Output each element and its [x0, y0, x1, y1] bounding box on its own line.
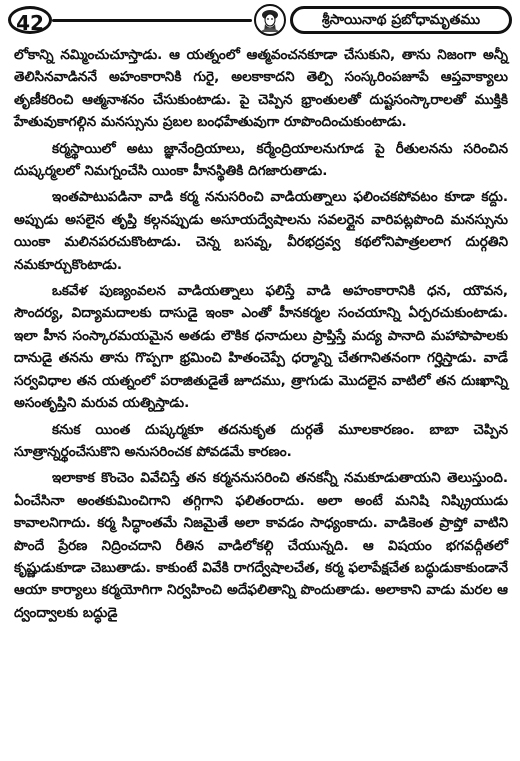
header-rule	[52, 19, 252, 22]
paragraph: కనుక యింత దుష్కర్మకూ తదనుకృత దుర్గతే మూలకారణం. బాబా చెప్పిన సూత్రాన్నర్థంచేసుకొని అనుసరించక పోవడమే కారణం.	[14, 421, 508, 460]
paragraph: ఇంతపాటుపడినా వాడి కర్మ ననుసరించి వాడియత్నాలు ఫలించకపోవటం కూడా కద్దు. అప్పుడు అసలైన తృప్తి కల్గనప్పుడు అసూయద్వేషాలను సవలర్లైన వారిపట్లపొంది మనస్సును యింకా మలినపరచుకొంటాడు. చెన్న బసవ్న, వీరభద్రవ్వ కథలోనిపాత్రలలాగ దుర్గతిని నమకూర్చుకొంటాడు.	[14, 189, 508, 273]
paragraph: లోకాన్ని నమ్మించుచూస్తాడు. ఆ యత్నంలో ఆత్మవంచనకూడా చేసుకుని, తాను నిజంగా అన్నీ తెలిసినవాడిననే అహంకారానికి గురై, అలకాకాదని తెల్పి సంస్కరింపజూపే ఆప్తవాక్యాలు తృణీకరించి ఆత్మనాశనం చేసుకుంటాడు. పై చెప్పిన భ్రాంతులతో దుష్టసంస్కారాలతో ముక్తికి హేతువుకాగల్గిన మనస్సును ప్రబల బంధహేతువుగా రూపొందించుకుంటాడు.	[14, 47, 508, 131]
paragraph: ఇలాకాక కొంచెం వివేచిస్తే తన కర్మననుసరించి తనకన్నీ నమకూడుతాయని తెలుస్తుంది. ఏంచేసినా అంతకుమించిగాని తగ్గిగాని ఫలితంరాదు. అలా అంటే మనిషి నిష్క్రియుడు కావాలనిగాదు. కర్మ సిద్ధాంతమే నిజమైతే అలా కావడం సాధ్యంకాదు. వాడికెంత ప్రాప్తో వాటిని పొందే ప్రేరణ నిద్రించదాని రీతిన వాడిలోకల్గి చేయున్నది. ఆ విషయం భగవద్గీతలో కృష్ణుడుకూడా చెబుతాడు. కాకుంటే వివేకి రాగద్వేషాలచేత, కర్మ ఫలాపేక్షచేత బద్ధుడుకాకుండానే ఆయా కార్యాలు కర్మయోగిగా నిర్వహించి అదేఫలితాన్ని పొందుతాడు. అలాకాని వాడు మరల ఆ ద్వంద్వాలకు బద్ధుడై	[14, 470, 508, 621]
page-number: 42	[8, 6, 52, 34]
page-header	[8, 4, 512, 36]
saint-portrait-icon	[254, 4, 286, 36]
page-body	[14, 44, 508, 628]
paragraph: ఒకవేళ పుణ్యంవలన వాడియత్నాలు ఫలిస్తే వాడి అహంకారానికి ధన, యౌవన, సౌందర్య, విద్యామదాలకు దాసుడై ఇంకా ఎంతో హీనకర్మల సంచయాన్ని ఏర్పరచుకుంటాడు. ఇలా హీన సంస్కారమయమైన అతడు లౌకిక ధనాదులు ప్రాప్తిస్తే మద్య పానాది మహాపాపాలకు దానుడై తనను తాను గొప్పగా భ్రమించి హితంచెప్పే ధర్మాన్ని చేతగానితనంగా గర్హిస్తాడు. వాడే సర్వవిధాల తన యత్నంలో పరాజితుడైతే జూదము, త్రాగుడు మొదలైన వాటిలో తన దుఃఖాన్ని అసంతృప్తిని మరువ యత్నిస్తాడు.	[14, 283, 508, 412]
book-title: శ్రీసాయినాథ ప్రబోధామృతము	[290, 6, 512, 34]
paragraph: కర్మస్థాయిలో అటు జ్ఞానేంద్రియాలు, కర్మేంద్రియాలనుగూడ పై రీతులనను సరించిన దుష్కర్మలలో నిమగ్నంచేసి యింకా హీనస్థితికి దిగజారుతాడు.	[14, 140, 508, 180]
